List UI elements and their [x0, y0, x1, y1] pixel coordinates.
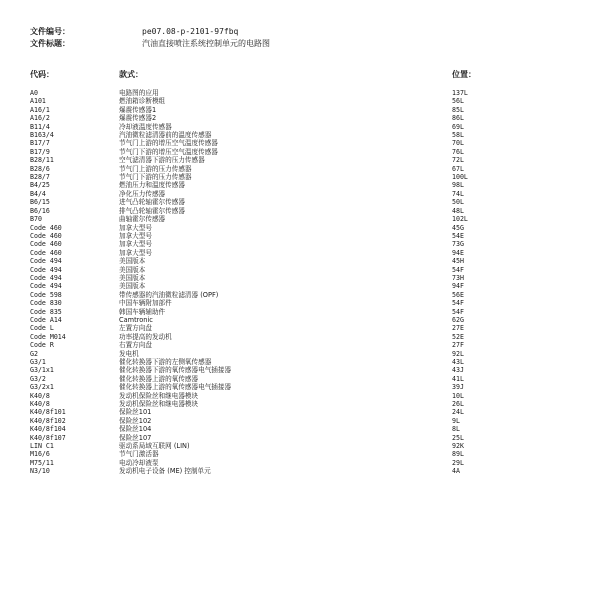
row-code: B6/16 — [30, 206, 50, 215]
row-position: 43L — [452, 358, 464, 366]
list-item — [0, 240, 601, 248]
list-item — [0, 299, 601, 307]
row-code: B163/4 — [30, 131, 54, 140]
list-item — [0, 257, 601, 265]
list-item — [0, 156, 601, 164]
row-position: 76L — [452, 147, 464, 156]
row-name: 保险丝107 — [119, 433, 152, 442]
list-item — [0, 291, 601, 299]
list-item — [0, 383, 601, 391]
row-position: 137L — [452, 89, 468, 97]
row-position: 10L — [452, 391, 464, 400]
row-name: 爆震传感器1 — [119, 105, 157, 114]
row-name: 汽油微粒滤清器前的温度传感器 — [119, 131, 212, 140]
list-item — [0, 207, 601, 215]
row-code: B11/4 — [30, 122, 50, 131]
row-code: Code 494 — [30, 273, 62, 282]
list-item — [0, 89, 601, 97]
list-item — [0, 131, 601, 139]
row-code: Code 494 — [30, 282, 62, 291]
row-name: 加拿大型号 — [119, 248, 152, 257]
row-name: 加拿大型号 — [119, 231, 152, 240]
row-name: 功率提高的发动机 — [119, 332, 172, 341]
list-item — [0, 274, 601, 282]
row-name: 燃油箱诊断模组 — [119, 97, 166, 106]
row-name: 发动机保险丝和继电器模块 — [119, 400, 199, 409]
row-position: 8L — [452, 425, 460, 434]
row-name: 曲轴霍尔传感器 — [119, 215, 166, 224]
list-item — [0, 350, 601, 358]
component-list — [0, 89, 601, 476]
row-name: 催化转换器下游的左侧氧传感器 — [119, 358, 212, 366]
row-position: 56E — [452, 290, 464, 299]
list-item — [0, 467, 601, 475]
row-code: G3/1 — [30, 358, 46, 366]
row-name: 进气凸轮轴霍尔传感器 — [119, 198, 185, 207]
row-position: 89L — [452, 450, 464, 459]
row-position: 48L — [452, 206, 464, 215]
row-name: 排气凸轮轴霍尔传感器 — [119, 206, 185, 215]
row-code: Code 494 — [30, 257, 62, 266]
list-item — [0, 425, 601, 433]
row-name: 发动机电子设备 (ME) 控制单元 — [119, 467, 211, 476]
row-name: 电路图的应用 — [119, 89, 159, 97]
row-position: 72L — [452, 156, 464, 165]
file-title-label: 文件标题： — [30, 39, 70, 48]
list-item — [0, 224, 601, 232]
row-position: 29L — [452, 458, 464, 467]
list-item — [0, 215, 601, 223]
list-item — [0, 97, 601, 105]
row-code: A16/1 — [30, 105, 50, 114]
list-item — [0, 375, 601, 383]
file-title-line — [30, 38, 430, 49]
row-position: 45H — [452, 257, 464, 266]
row-position: 62G — [452, 315, 464, 324]
row-code: Code A14 — [30, 315, 62, 324]
list-item — [0, 400, 601, 408]
row-code: Code 460 — [30, 248, 62, 257]
row-code: B70 — [30, 215, 42, 224]
row-name: 催化转换器上游的氧传感器 — [119, 374, 199, 383]
row-code: K40/8 — [30, 391, 50, 400]
column-header-code: 代码： — [30, 70, 54, 79]
row-name: 爆震传感器2 — [119, 114, 157, 123]
row-code: B28/11 — [30, 156, 54, 165]
row-position: 54F — [452, 307, 464, 316]
row-code: Code 835 — [30, 307, 62, 316]
row-position: 50L — [452, 198, 464, 207]
list-item — [0, 408, 601, 416]
list-item — [0, 266, 601, 274]
row-position: 24L — [452, 408, 464, 417]
file-number-label: 文件编号： — [30, 27, 70, 36]
row-code: LIN C1 — [30, 442, 54, 451]
list-item — [0, 190, 601, 198]
list-item — [0, 114, 601, 122]
list-item — [0, 366, 601, 374]
row-name: 中国车辆附加部件 — [119, 299, 172, 308]
row-code: B17/7 — [30, 139, 50, 148]
file-title-value: 汽油直接喷注系统控制单元的电路图 — [142, 39, 270, 48]
list-item — [0, 442, 601, 450]
row-position: 69L — [452, 122, 464, 131]
row-name: 节气门上游的压力传感器 — [119, 164, 192, 173]
file-number-line — [30, 26, 430, 37]
row-position: 27E — [452, 324, 464, 333]
row-position: 98L — [452, 181, 464, 190]
row-code: Code 598 — [30, 290, 62, 299]
row-code: Code 460 — [30, 231, 62, 240]
row-position: 43J — [452, 366, 464, 375]
row-code: B4/25 — [30, 181, 50, 190]
list-item — [0, 459, 601, 467]
row-code: A0 — [30, 89, 38, 97]
row-position: 102L — [452, 215, 468, 224]
row-name: 右置方向盘 — [119, 341, 152, 350]
list-item — [0, 165, 601, 173]
row-position: 25L — [452, 433, 464, 442]
row-position: 70L — [452, 139, 464, 148]
row-position: 4A — [452, 467, 460, 476]
row-code: G3/2 — [30, 374, 46, 383]
list-item — [0, 392, 601, 400]
row-name: 美国版本 — [119, 257, 146, 266]
row-code: A16/2 — [30, 114, 50, 123]
row-name: 节气门上游的增压空气温度传感器 — [119, 139, 218, 148]
row-code: Code 460 — [30, 223, 62, 232]
row-code: G2 — [30, 349, 38, 358]
row-name: 韩国车辆辅助件 — [119, 307, 166, 316]
row-position: 94F — [452, 282, 464, 291]
row-name: 保险丝104 — [119, 425, 152, 434]
list-item — [0, 282, 601, 290]
row-name: 节气门下游的压力传感器 — [119, 173, 192, 182]
row-code: B17/9 — [30, 147, 50, 156]
row-name: 发动机保险丝和继电器模块 — [119, 391, 199, 400]
row-code: Code L — [30, 324, 54, 333]
list-item — [0, 434, 601, 442]
row-name: 左置方向盘 — [119, 324, 152, 333]
row-position: 92K — [452, 442, 464, 451]
row-code: A101 — [30, 97, 46, 106]
row-code: K40/8 — [30, 400, 50, 409]
row-position: 100L — [452, 173, 468, 182]
row-code: Code 460 — [30, 240, 62, 249]
row-name: 加拿大型号 — [119, 223, 152, 232]
list-item — [0, 249, 601, 257]
row-name: 空气滤清器下游的压力传感器 — [119, 156, 205, 165]
row-name: 美国版本 — [119, 265, 146, 274]
row-code: Code R — [30, 341, 54, 350]
row-name: Camtronic — [119, 315, 153, 324]
row-code: B28/6 — [30, 164, 50, 173]
row-code: M16/6 — [30, 450, 50, 459]
list-item — [0, 181, 601, 189]
row-code: Code 830 — [30, 299, 62, 308]
list-item — [0, 324, 601, 332]
list-item — [0, 198, 601, 206]
row-code: M75/11 — [30, 458, 54, 467]
row-code: K40/8f102 — [30, 416, 66, 425]
list-item — [0, 341, 601, 349]
row-name: 加拿大型号 — [119, 240, 152, 249]
row-position: 54F — [452, 265, 464, 274]
list-item — [0, 148, 601, 156]
row-position: 9L — [452, 416, 460, 425]
row-position: 67L — [452, 164, 464, 173]
row-position: 41L — [452, 374, 464, 383]
row-position: 58L — [452, 131, 464, 140]
row-position: 26L — [452, 400, 464, 409]
list-item — [0, 417, 601, 425]
row-code: G3/1x1 — [30, 366, 54, 375]
row-position: 73G — [452, 240, 464, 249]
row-position: 85L — [452, 105, 464, 114]
row-code: N3/10 — [30, 467, 50, 476]
row-position: 73H — [452, 273, 464, 282]
row-position: 52E — [452, 332, 464, 341]
row-position: 39J — [452, 383, 464, 392]
row-position: 54F — [452, 299, 464, 308]
row-code: Code 494 — [30, 265, 62, 274]
row-name: 美国版本 — [119, 282, 146, 291]
column-header-name: 款式： — [119, 70, 143, 79]
list-item — [0, 450, 601, 458]
file-number-value: pe07.08-p-2101-97fbq — [142, 27, 239, 36]
row-name: 净化压力传感器 — [119, 189, 166, 198]
row-position: 56L — [452, 97, 464, 106]
row-code: B28/7 — [30, 173, 50, 182]
list-item — [0, 232, 601, 240]
row-name: 美国版本 — [119, 273, 146, 282]
list-item — [0, 333, 601, 341]
row-code: B6/15 — [30, 198, 50, 207]
list-item — [0, 173, 601, 181]
row-name: 发电机 — [119, 349, 139, 358]
row-name: 催化转换器上游的氧传感器电气插接器 — [119, 383, 232, 392]
row-name: 电动冷却液泵 — [119, 458, 159, 467]
row-name: 节气门激活器 — [119, 450, 159, 459]
list-item — [0, 358, 601, 366]
row-name: 驱动系局域互联网 (LIN) — [119, 442, 190, 451]
row-code: K40/8f107 — [30, 433, 66, 442]
row-code: K40/8f104 — [30, 425, 66, 434]
row-name: 带传感器的汽油微粒滤清器 (OPF) — [119, 290, 219, 299]
row-position: 86L — [452, 114, 464, 123]
row-code: B4/4 — [30, 189, 46, 198]
row-position: 74L — [452, 189, 464, 198]
row-position: 27F — [452, 341, 464, 350]
row-name: 燃油压力和温度传感器 — [119, 181, 185, 190]
list-item — [0, 308, 601, 316]
row-code: G3/2x1 — [30, 383, 54, 392]
list-item — [0, 123, 601, 131]
list-item — [0, 139, 601, 147]
row-position: 45G — [452, 223, 464, 232]
row-position: 94E — [452, 248, 464, 257]
row-name: 冷却液温度传感器 — [119, 122, 172, 131]
row-name: 节气门下游的增压空气温度传感器 — [119, 147, 218, 156]
row-position: 54E — [452, 231, 464, 240]
row-code: K40/8f101 — [30, 408, 66, 417]
list-item — [0, 316, 601, 324]
row-position: 92L — [452, 349, 464, 358]
column-header-position: 位置： — [452, 70, 476, 79]
row-name: 催化转换器下游的氧传感器电气插接器 — [119, 366, 232, 375]
row-code: Code M014 — [30, 332, 66, 341]
row-name: 保险丝102 — [119, 416, 152, 425]
row-name: 保险丝101 — [119, 408, 152, 417]
list-item — [0, 106, 601, 114]
